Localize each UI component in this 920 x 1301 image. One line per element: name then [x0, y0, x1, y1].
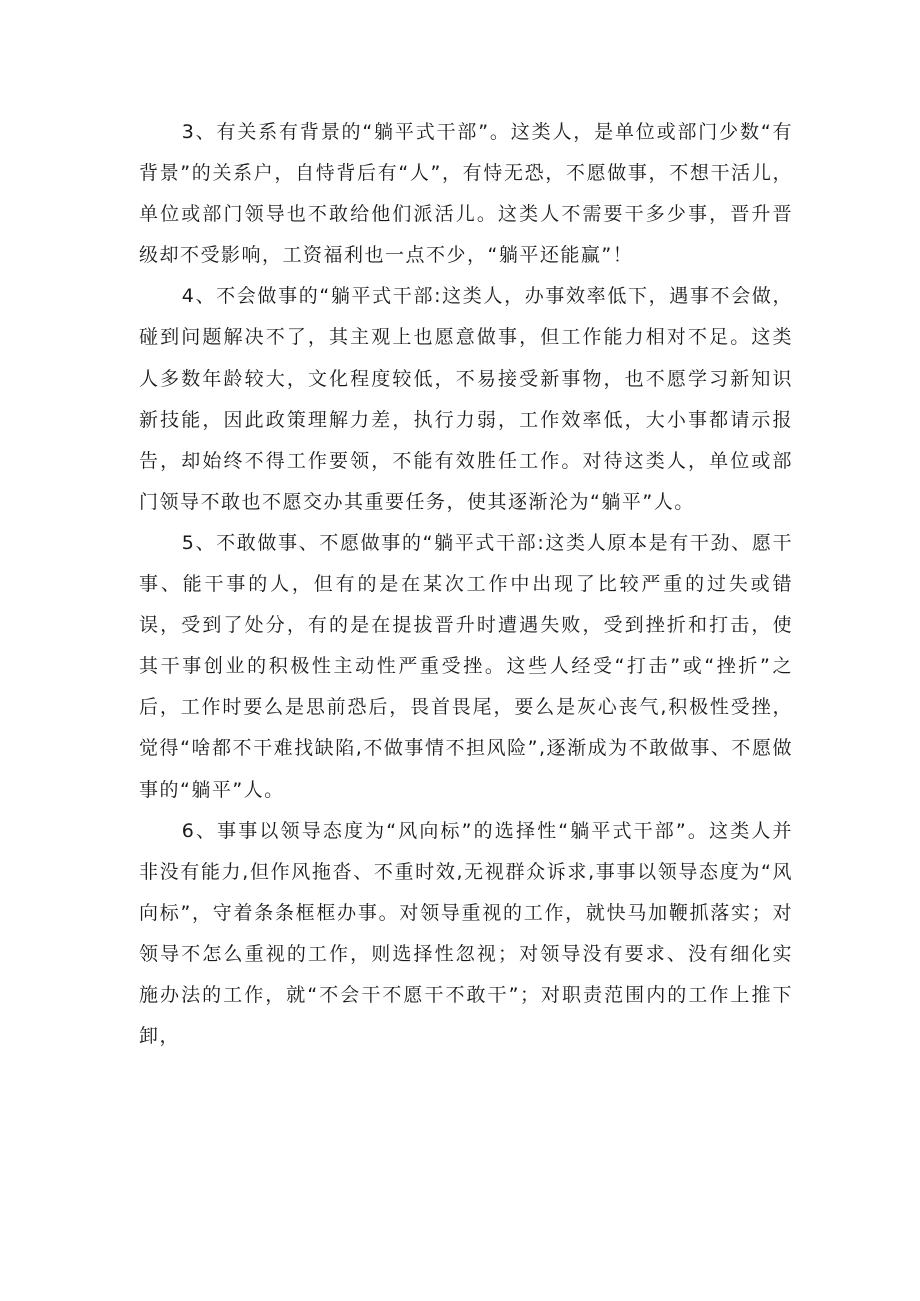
- paragraph-type-3: 3、有关系有背景的“躺平式干部”。这类人，是单位或部门少数“有背景”的关系户，自恃背后有“人”，有恃无恐，不愿做事，不想干活儿，单位或部门领导也不敢给他们派活儿。这类人不需要干多少事，晋升晋级却不受影响，工资福利也一点不少，“躺平还能赢”！: [139, 121, 793, 267]
- document-body: [139, 112, 793, 1057]
- paragraph-type-6: 6、事事以领导态度为“风向标”的选择性“躺平式干部”。这类人并非没有能力,但作风拖沓、不重时效,无视群众诉求,事事以领导态度为“风向标”，守着条条框框办事。对领导重视的工作，就快马加鞭抓落实；对领导不怎么重视的工作，则选择性忽视；对领导没有要求、没有细化实施办法的工作，就“不会干不愿干不敢干”；对职责范围内的工作上推下卸，: [139, 819, 793, 1048]
- paragraph-type-4: 4、不会做事的“躺平式干部:这类人，办事效率低下，遇事不会做，碰到问题解决不了，其主观上也愿意做事，但工作能力相对不足。这类人多数年龄较大，文化程度较低，不易接受新事物，也不愿学习新知识新技能，因此政策理解力差，执行力弱，工作效率低，大小事都请示报告，却始终不得工作要领，不能有效胜任工作。对待这类人，单位或部门领导不敢也不愿交办其重要任务，使其逐渐沦为“躺平”人。: [139, 285, 793, 513]
- paragraph-type-5: 5、不敢做事、不愿做事的“躺平式干部:这类人原本是有干劲、愿干事、能干事的人，但有的是在某次工作中出现了比较严重的过失或错误，受到了处分，有的是在提拔晋升时遭遇失败，受到挫折和打击，使其干事创业的积极性主动性严重受挫。这些人经受“打击”或“挫折”之后，工作时要么是思前恐后，畏首畏尾，要么是灰心丧气,积极性受挫，觉得“啥都不干难找缺陷,不做事情不担风险”,逐渐成为不敢做事、不愿做事的“躺平”人。: [139, 531, 793, 801]
